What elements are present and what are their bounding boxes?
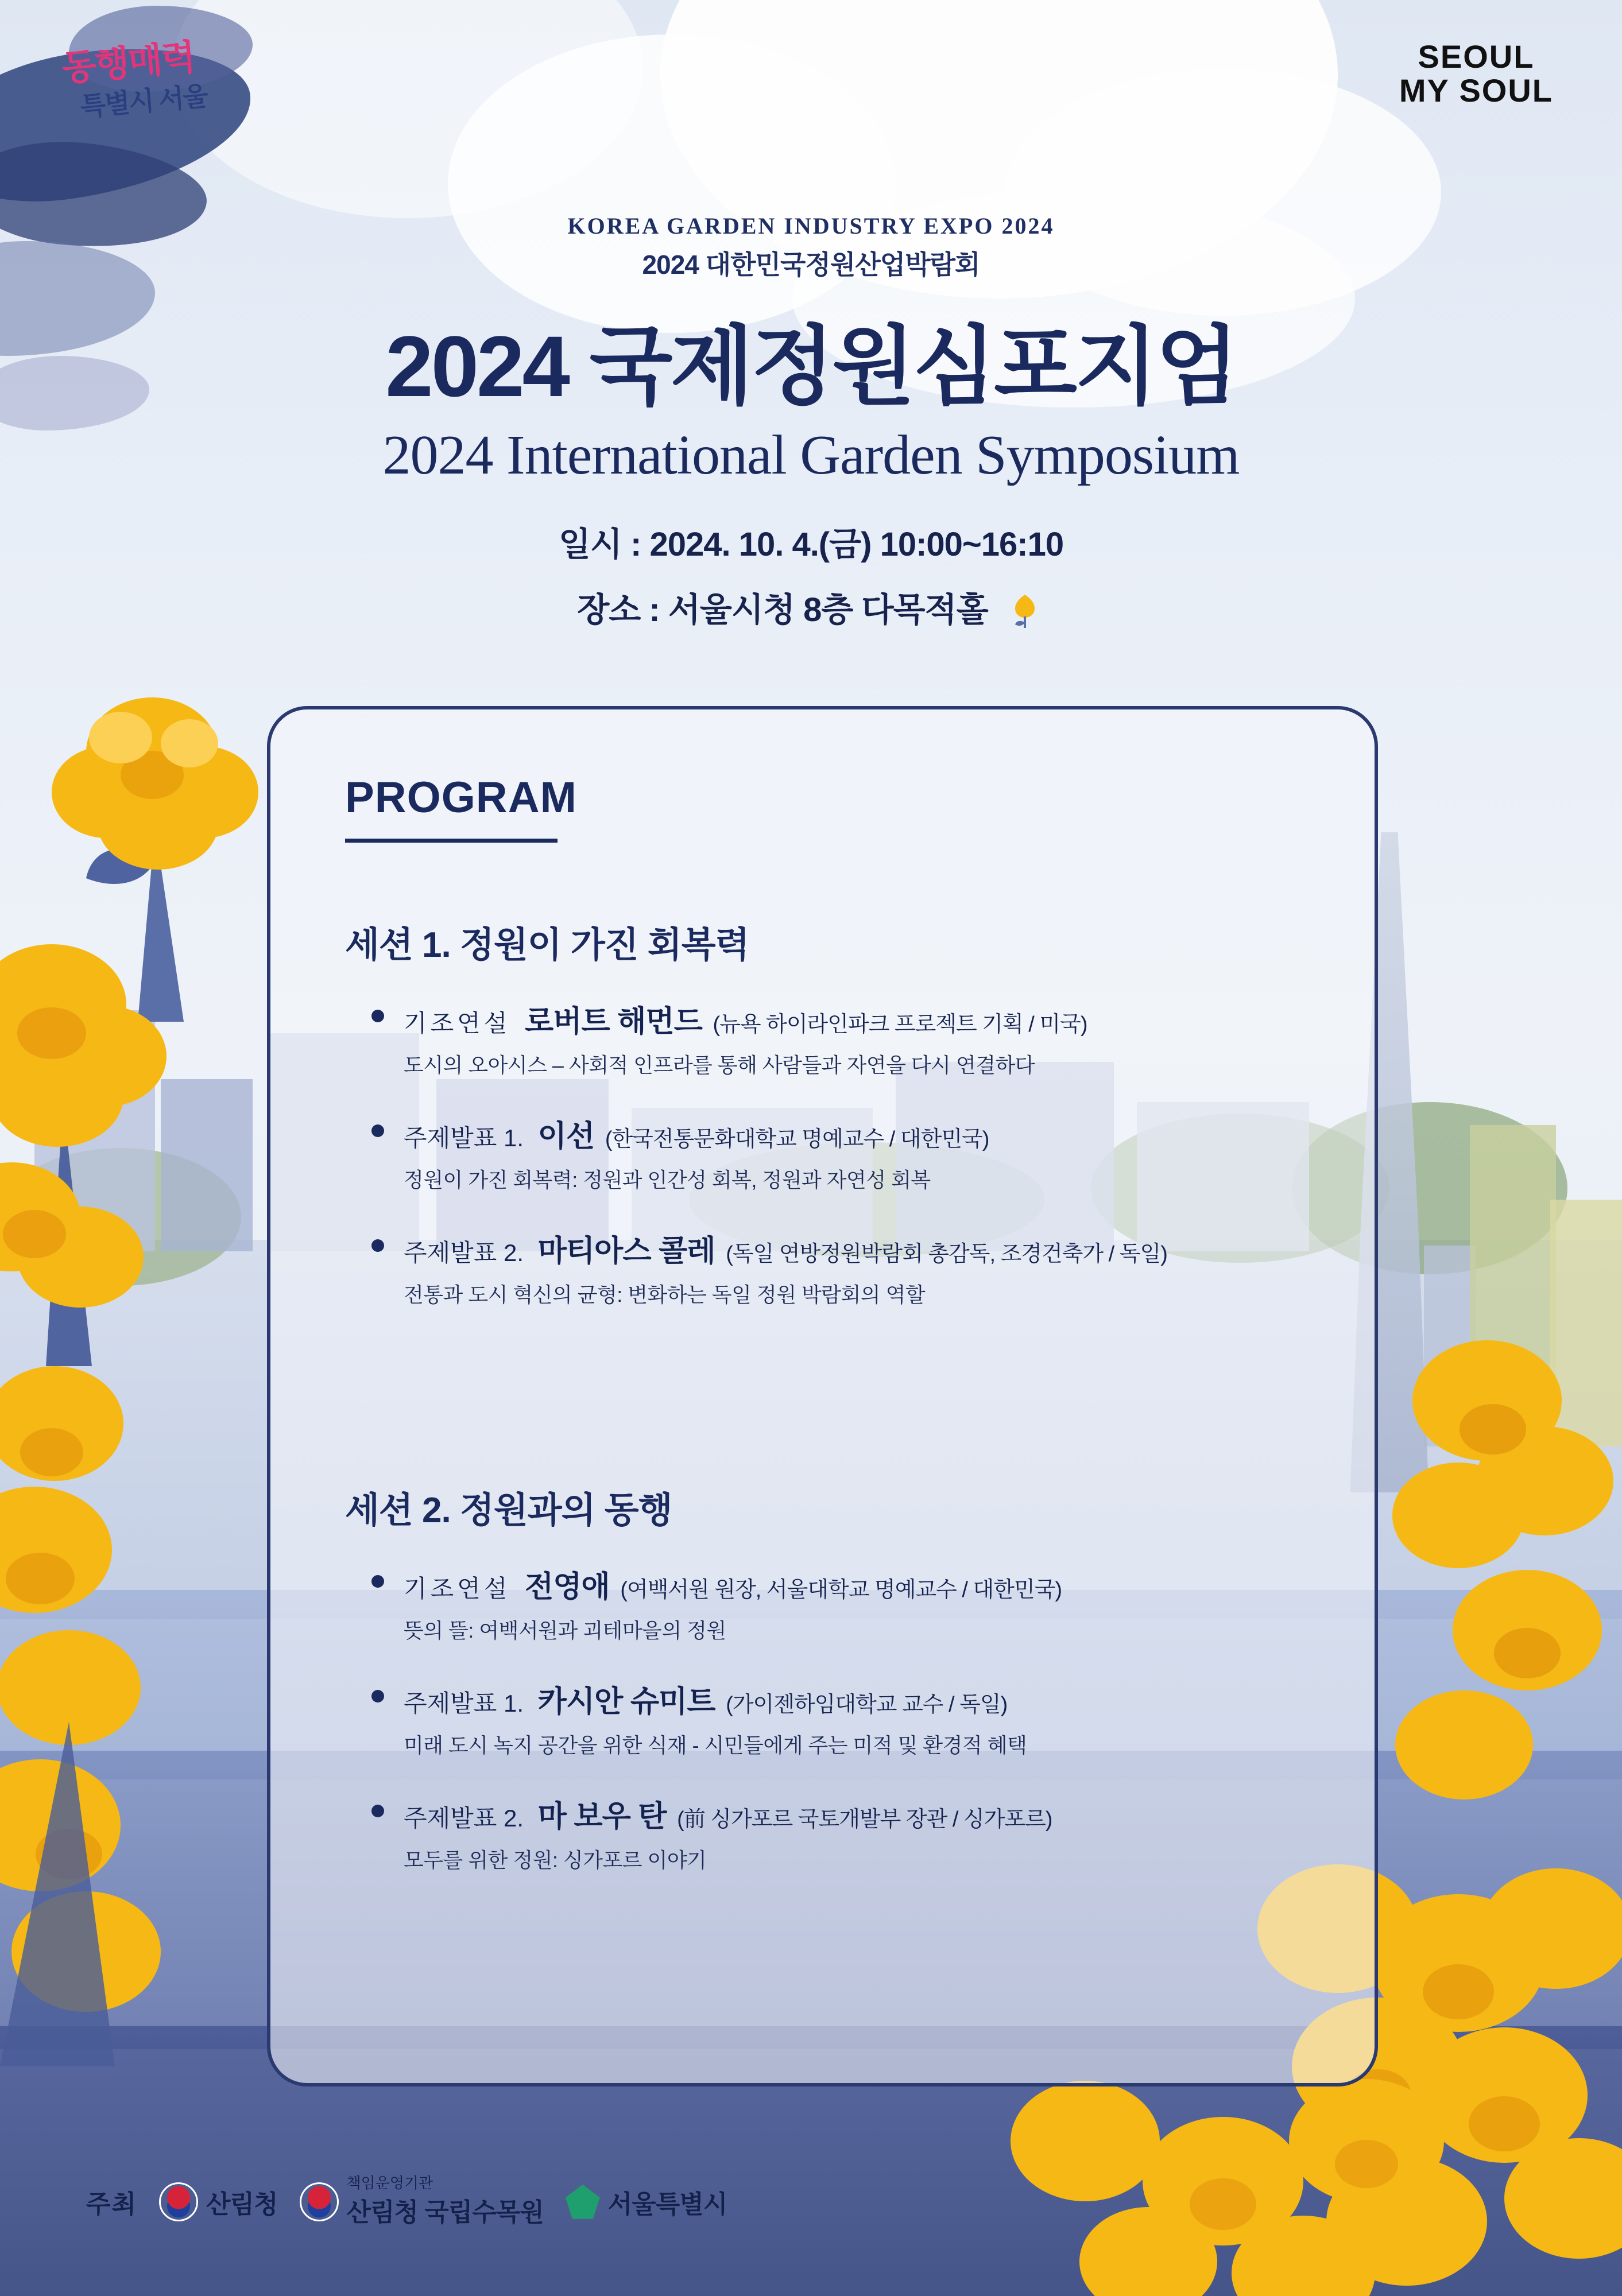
item-role: 주제발표 1.	[404, 1124, 524, 1151]
item-role: 주제발표 2.	[404, 1805, 524, 1832]
bullet-icon	[371, 1010, 384, 1022]
item-role: 주제발표 1.	[404, 1690, 524, 1717]
item-affiliation: (가이젠하임대학교 교수 / 독일)	[726, 1693, 1008, 1717]
item-topic: 모두를 위한 정원: 싱가포르 이야기	[404, 1848, 707, 1872]
bullet-icon	[371, 1805, 384, 1817]
item-affiliation: (여백서원 원장, 서울대학교 명예교수 / 대한민국)	[620, 1578, 1062, 1602]
session-items	[345, 997, 1323, 1308]
bullet-icon	[371, 1690, 384, 1702]
logo-left-line2: 특별시 서울	[79, 81, 209, 122]
program-heading: PROGRAM	[345, 773, 577, 822]
organization-name: 산림청 국립수목원	[346, 2198, 544, 2227]
program-card	[267, 706, 1378, 2086]
taegeuk-icon	[159, 2182, 198, 2221]
item-topic: 도시의 오아시스 – 사회적 인프라를 통해 사람들과 자연을 다시 연결하다	[404, 1053, 1035, 1077]
bullet-icon	[371, 1124, 384, 1137]
event-place-row	[0, 583, 1622, 631]
program-heading-underline	[345, 839, 558, 843]
item-topic: 전통과 도시 혁신의 균형: 변화하는 독일 정원 박람회의 역할	[404, 1283, 926, 1306]
eyebrow-english: KOREA GARDEN INDUSTRY EXPO 2024	[567, 213, 1055, 239]
yellow-flower-cluster-icon	[1344, 1309, 1622, 1825]
event-place: 장소 : 서울시청 8층 다목적홀	[577, 591, 988, 629]
bullet-icon	[371, 1575, 384, 1588]
session-items	[345, 1562, 1323, 1874]
session-block-1	[345, 916, 1323, 1341]
organization-name: 산림청	[206, 2190, 278, 2219]
logo-right-line2: MY SOUL	[1399, 72, 1553, 108]
item-affiliation: (한국전통문화대학교 명예교수 / 대한민국)	[605, 1127, 989, 1151]
host-label: 주최	[86, 2190, 138, 2219]
item-affiliation: (뉴욕 하이라인파크 프로젝트 기획 / 미국)	[713, 1013, 1087, 1037]
item-affiliation: (독일 연방정원박람회 총감독, 조경건축가 / 독일)	[726, 1242, 1167, 1266]
seoul-dongheng-logo	[60, 24, 257, 131]
tulip-icon	[1005, 590, 1045, 630]
logo-left-line1: 동행매력	[60, 38, 196, 89]
program-item	[345, 1227, 1323, 1308]
session-title: 세션 2. 정원과의 동행	[345, 1491, 672, 1530]
program-item	[345, 1562, 1323, 1644]
item-role: 기조연설	[404, 1575, 511, 1602]
eyebrow-korean: 2024 대한민국정원산업박람회	[642, 250, 980, 280]
program-item	[345, 1677, 1323, 1759]
item-affiliation: (前 싱가포르 국토개발부 장관 / 싱가포르)	[677, 1808, 1052, 1832]
poster-header	[0, 212, 1622, 631]
event-date: 일시 : 2024. 10. 4.(금) 10:00~16:10	[558, 526, 1064, 563]
item-topic: 뜻의 뜰: 여백서원과 괴테마을의 정원	[404, 1619, 726, 1642]
taegeuk-icon	[300, 2182, 339, 2221]
item-topic: 정원이 가진 회복력: 정원과 인간성 회복, 정원과 자연성 회복	[404, 1168, 931, 1192]
session-title: 세션 1. 정원이 가진 회복력	[345, 925, 749, 965]
organization-subtitle: 책임운영기관	[346, 2174, 433, 2192]
logo-right-line1: SEOUL	[1418, 38, 1535, 75]
item-role: 기조연설	[404, 1010, 511, 1037]
organization-korea-forest-service	[159, 2182, 278, 2221]
item-speaker: 카시안 슈미트	[537, 1685, 715, 1719]
item-speaker: 로버트 해먼드	[524, 1005, 702, 1038]
program-item	[345, 1792, 1323, 1874]
page-title-english: 2024 International Garden Symposium	[382, 424, 1240, 486]
footer-hosts	[86, 2175, 727, 2228]
program-item	[345, 997, 1323, 1079]
organization-name: 서울특별시	[607, 2190, 727, 2219]
seoul-my-soul-logo	[1399, 40, 1553, 108]
seoul-emblem-icon	[566, 2185, 600, 2219]
item-role: 주제발표 2.	[404, 1239, 524, 1266]
item-speaker: 마 보우 탄	[537, 1800, 667, 1833]
organization-national-arboretum	[300, 2175, 544, 2228]
item-topic: 미래 도시 녹지 공간을 위한 식재 - 시민들에게 주는 미적 및 환경적 혜택	[404, 1733, 1027, 1757]
page-title-korean: 2024 국제정원심포지엄	[385, 318, 1237, 414]
item-speaker: 전영애	[524, 1570, 610, 1604]
item-speaker: 마티아스 콜레	[537, 1235, 715, 1268]
bullet-icon	[371, 1239, 384, 1252]
item-speaker: 이선	[537, 1120, 595, 1153]
session-block-2	[345, 1481, 1323, 1907]
program-item	[345, 1112, 1323, 1193]
organization-seoul-city	[566, 2183, 727, 2220]
